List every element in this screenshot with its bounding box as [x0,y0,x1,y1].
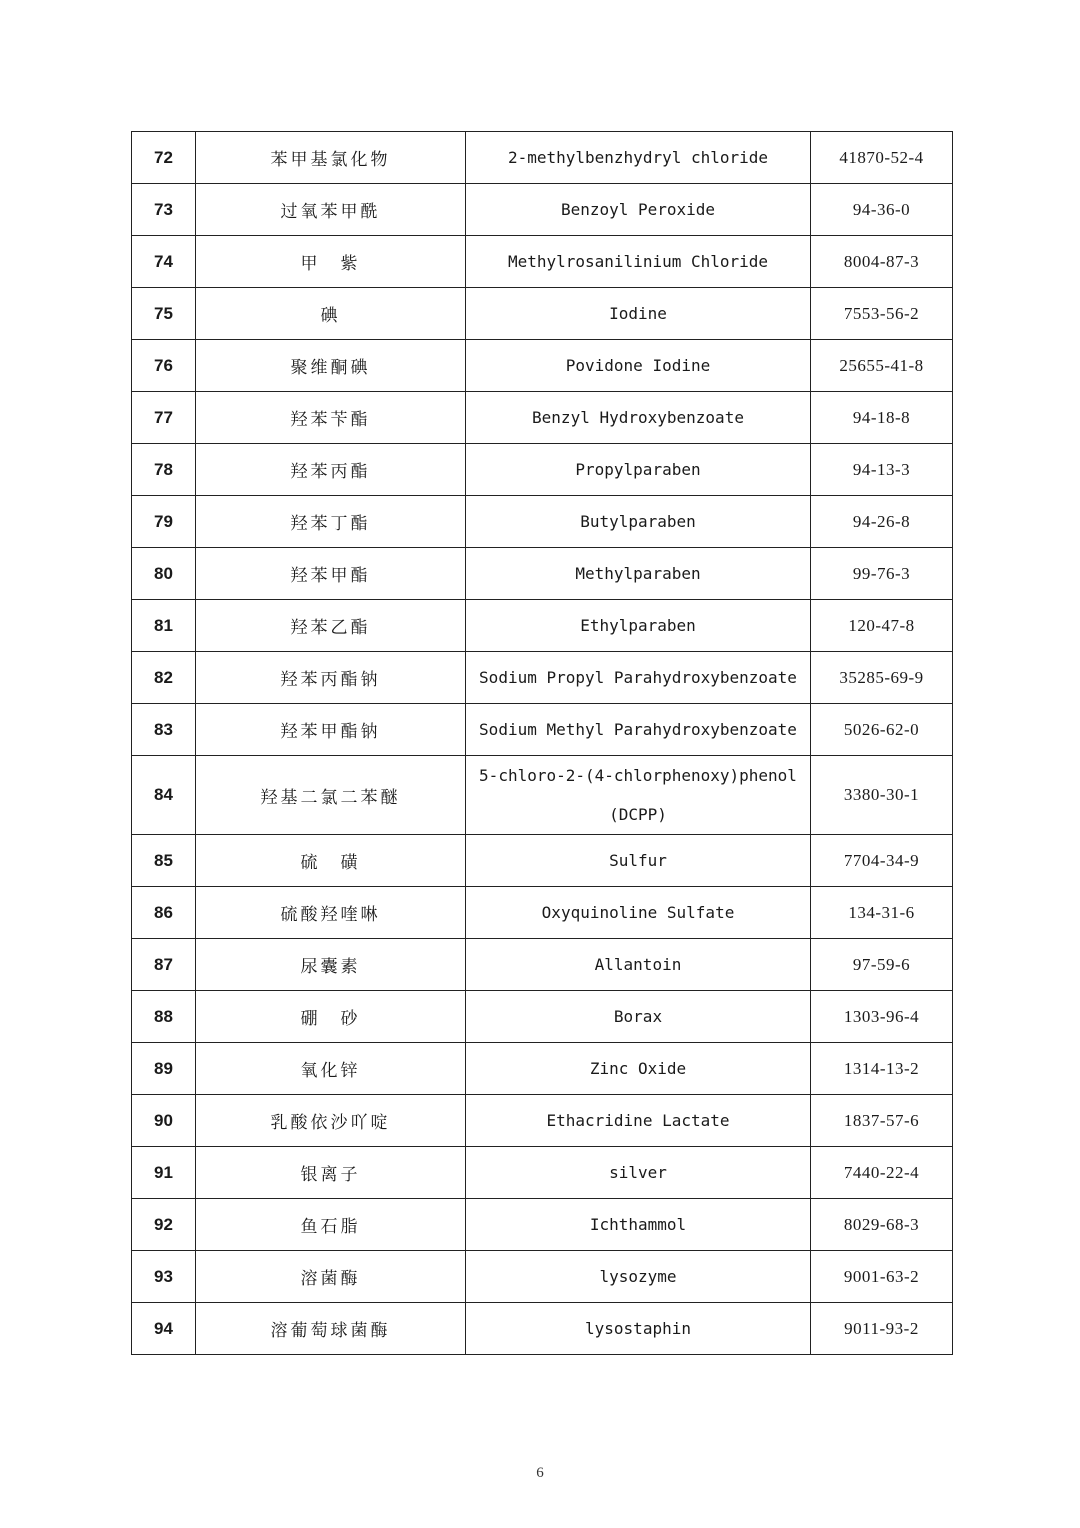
row-number-cell: 87 [132,939,196,991]
table-row [132,939,953,991]
cas-number-cell: 99-76-3 [811,548,953,600]
english-name-cell: lysozyme [466,1251,811,1303]
cas-number-cell: 9001-63-2 [811,1251,953,1303]
chinese-name-cell: 银离子 [196,1147,466,1199]
english-name-cell: Butylparaben [466,496,811,548]
cas-number-cell: 35285-69-9 [811,652,953,704]
page-number: 6 [536,1465,544,1481]
table-row [132,236,953,288]
cas-number-cell: 134-31-6 [811,887,953,939]
table-body [132,132,953,1355]
cas-number-cell: 1837-57-6 [811,1095,953,1147]
cas-number-cell: 5026-62-0 [811,704,953,756]
cas-number-cell: 25655-41-8 [811,340,953,392]
chinese-name-cell: 羟苯丙酯 [196,444,466,496]
cas-number-cell: 94-13-3 [811,444,953,496]
row-number-cell: 73 [132,184,196,236]
cas-number-cell: 9011-93-2 [811,1303,953,1355]
row-number-cell: 79 [132,496,196,548]
table-row [132,835,953,887]
cas-number-cell: 3380-30-1 [811,756,953,835]
row-number-cell: 91 [132,1147,196,1199]
cas-number-cell: 8004-87-3 [811,236,953,288]
row-number-cell: 83 [132,704,196,756]
table-row [132,288,953,340]
chinese-name-cell: 羟苯乙酯 [196,600,466,652]
row-number-cell: 77 [132,392,196,444]
row-number-cell: 80 [132,548,196,600]
row-number-cell: 89 [132,1043,196,1095]
table-row [132,184,953,236]
row-number-cell: 88 [132,991,196,1043]
chinese-name-cell: 鱼石脂 [196,1199,466,1251]
chinese-name-cell: 过氧苯甲酰 [196,184,466,236]
english-name-cell: Methylparaben [466,548,811,600]
cas-number-cell: 41870-52-4 [811,132,953,184]
english-name-cell: Ethylparaben [466,600,811,652]
chinese-name-cell: 乳酸依沙吖啶 [196,1095,466,1147]
table-row [132,340,953,392]
table-row [132,652,953,704]
chinese-name-cell: 羟苯甲酯 [196,548,466,600]
table-row [132,1095,953,1147]
row-number-cell: 94 [132,1303,196,1355]
english-name-cell: 5-chloro-2-(4-chlorphenoxy)phenol (DCPP) [466,756,811,835]
table-row [132,444,953,496]
english-name-cell: Sodium Methyl Parahydroxybenzoate [466,704,811,756]
cas-number-cell: 8029-68-3 [811,1199,953,1251]
table-row [132,756,953,835]
english-name-cell: Methylrosanilinium Chloride [466,236,811,288]
cas-number-cell: 7704-34-9 [811,835,953,887]
english-name-cell: Sulfur [466,835,811,887]
cas-number-cell: 1314-13-2 [811,1043,953,1095]
table-row [132,991,953,1043]
chinese-name-cell: 硼 砂 [196,991,466,1043]
chinese-name-cell: 羟苯甲酯钠 [196,704,466,756]
chinese-name-cell: 碘 [196,288,466,340]
chinese-name-cell: 硫酸羟喹啉 [196,887,466,939]
english-name-cell: Ichthammol [466,1199,811,1251]
english-name-cell: silver [466,1147,811,1199]
row-number-cell: 92 [132,1199,196,1251]
chinese-name-cell: 羟苯丁酯 [196,496,466,548]
cas-number-cell: 7553-56-2 [811,288,953,340]
cas-number-cell: 94-36-0 [811,184,953,236]
row-number-cell: 90 [132,1095,196,1147]
row-number-cell: 86 [132,887,196,939]
english-name-cell: Zinc Oxide [466,1043,811,1095]
english-name-cell: Propylparaben [466,444,811,496]
table-row [132,1199,953,1251]
english-name-cell: Benzyl Hydroxybenzoate [466,392,811,444]
row-number-cell: 85 [132,835,196,887]
chinese-name-cell: 溶菌酶 [196,1251,466,1303]
cas-number-cell: 97-59-6 [811,939,953,991]
english-name-cell: Oxyquinoline Sulfate [466,887,811,939]
chinese-name-cell: 羟苯苄酯 [196,392,466,444]
table-row [132,1147,953,1199]
row-number-cell: 78 [132,444,196,496]
cas-number-cell: 120-47-8 [811,600,953,652]
table-row [132,1043,953,1095]
table-row [132,496,953,548]
english-name-cell: Sodium Propyl Parahydroxybenzoate [466,652,811,704]
table-row [132,1303,953,1355]
table-row [132,392,953,444]
disinfectant-ingredient-table [131,131,953,1355]
english-name-cell: Ethacridine Lactate [466,1095,811,1147]
chinese-name-cell: 苯甲基氯化物 [196,132,466,184]
table-row [132,132,953,184]
row-number-cell: 84 [132,756,196,835]
row-number-cell: 93 [132,1251,196,1303]
cas-number-cell: 7440-22-4 [811,1147,953,1199]
english-name-cell: Borax [466,991,811,1043]
row-number-cell: 74 [132,236,196,288]
chinese-name-cell: 溶葡萄球菌酶 [196,1303,466,1355]
row-number-cell: 82 [132,652,196,704]
cas-number-cell: 1303-96-4 [811,991,953,1043]
table-row [132,548,953,600]
english-name-cell: 2-methylbenzhydryl chloride [466,132,811,184]
english-name-cell: Allantoin [466,939,811,991]
table-row [132,1251,953,1303]
chinese-name-cell: 羟基二氯二苯醚 [196,756,466,835]
row-number-cell: 76 [132,340,196,392]
english-name-cell: Benzoyl Peroxide [466,184,811,236]
english-name-cell: lysostaphin [466,1303,811,1355]
cas-number-cell: 94-26-8 [811,496,953,548]
cas-number-cell: 94-18-8 [811,392,953,444]
table-row [132,704,953,756]
chinese-name-cell: 硫 磺 [196,835,466,887]
row-number-cell: 75 [132,288,196,340]
english-name-cell: Iodine [466,288,811,340]
chinese-name-cell: 甲 紫 [196,236,466,288]
chinese-name-cell: 聚维酮碘 [196,340,466,392]
row-number-cell: 72 [132,132,196,184]
english-name-cell: Povidone Iodine [466,340,811,392]
chinese-name-cell: 尿囊素 [196,939,466,991]
chinese-name-cell: 羟苯丙酯钠 [196,652,466,704]
row-number-cell: 81 [132,600,196,652]
chinese-name-cell: 氧化锌 [196,1043,466,1095]
table-row [132,887,953,939]
table-row [132,600,953,652]
